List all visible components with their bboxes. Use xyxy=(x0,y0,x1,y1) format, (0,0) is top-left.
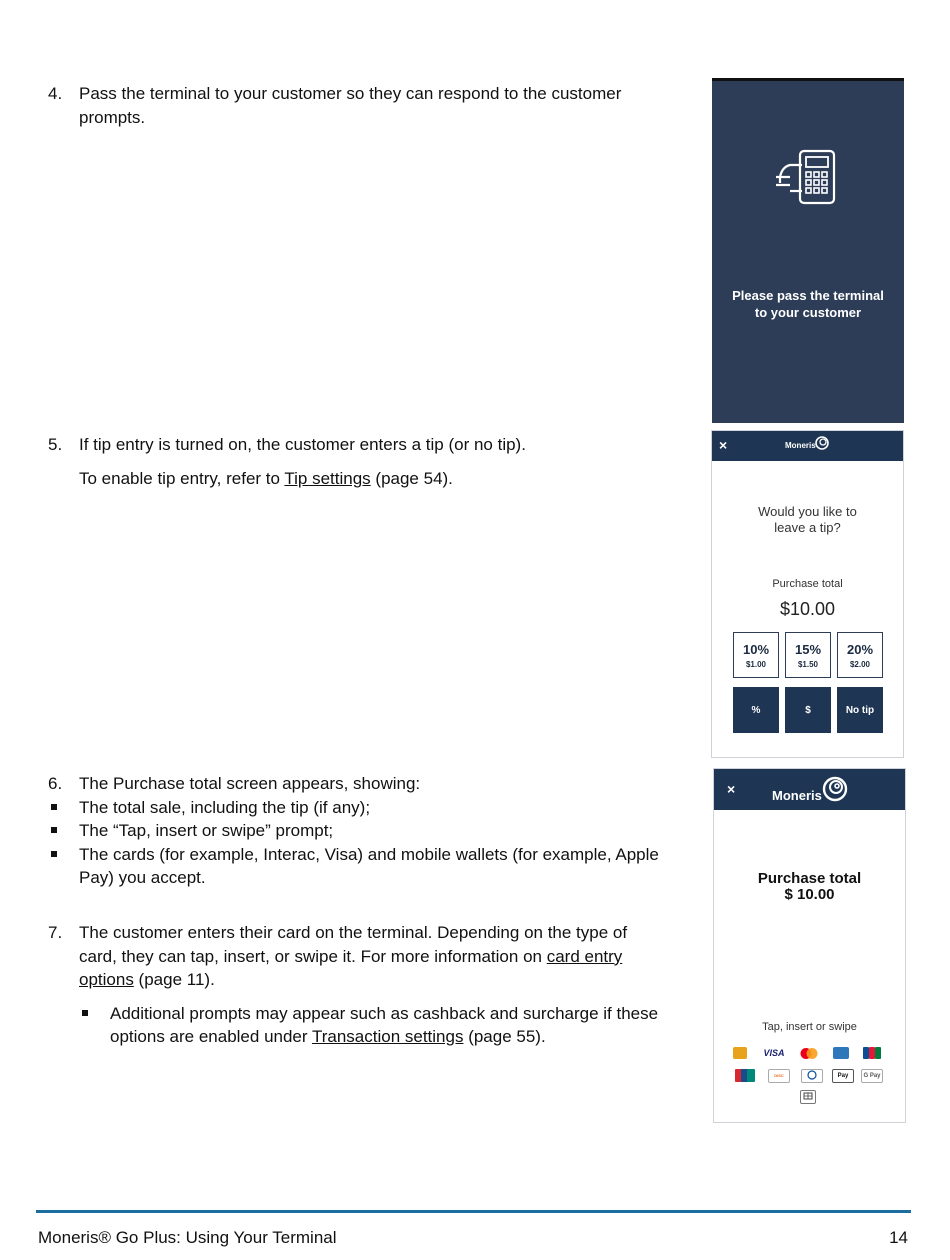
tip-percent: 20% xyxy=(846,642,874,657)
mastercard-icon xyxy=(798,1047,818,1059)
no-tip-button[interactable]: No tip xyxy=(837,687,883,733)
step-number: 4. xyxy=(48,84,63,103)
tip-option-15[interactable] xyxy=(785,632,831,678)
bullet-item: The “Tap, insert or swipe” prompt; xyxy=(48,819,668,843)
page-number: 14 xyxy=(889,1228,908,1247)
moneris-logo-text: Moneris xyxy=(772,788,822,803)
moneris-logo-text: Moneris xyxy=(785,441,816,450)
tip-amount: $2.00 xyxy=(849,660,871,669)
question-line: Would you like to xyxy=(758,504,857,519)
step-note xyxy=(79,467,668,491)
bullet-text-end: (page 55). xyxy=(463,1027,546,1046)
tip-option-20[interactable] xyxy=(837,632,883,678)
step-text-start: The customer enters their card on the terminal. Depending on the type of card, they can tap, insert, or swipe it. For more information on xyxy=(79,923,628,966)
tip-option-10[interactable] xyxy=(733,632,779,678)
message-line: to your customer xyxy=(754,305,862,320)
jcb-icon xyxy=(863,1047,881,1059)
purchase-total-value: $10.00 xyxy=(779,599,836,619)
moneris-swirl-icon xyxy=(821,775,849,808)
step-number: 6. xyxy=(48,774,63,793)
bullet-item xyxy=(79,1002,668,1049)
step-number: 5. xyxy=(48,435,63,454)
custom-percent-button[interactable]: % xyxy=(733,687,779,733)
purchase-total-label: Purchase total xyxy=(772,578,843,590)
moneris-swirl-icon xyxy=(814,435,830,456)
footer-rule xyxy=(36,1210,911,1213)
tip-settings-link[interactable]: Tip settings xyxy=(284,468,371,488)
purchase-total-title: Purchase total xyxy=(757,870,862,887)
tip-amount: $1.00 xyxy=(745,660,767,669)
transaction-settings-link[interactable]: Transaction settings xyxy=(311,1027,464,1046)
tip-screen-header xyxy=(712,431,903,461)
tip-screen xyxy=(711,430,904,758)
bullet-list xyxy=(79,1002,668,1049)
pass-terminal-message xyxy=(722,287,894,321)
hand-terminal-icon xyxy=(772,143,842,212)
bullet-item: The total sale, including the tip (if any); xyxy=(48,796,668,820)
card-entry-options-link[interactable]: card entry options xyxy=(79,946,623,989)
close-icon[interactable]: × xyxy=(719,437,728,453)
unionpay-icon xyxy=(735,1069,755,1081)
bullet-text: Additional prompts may appear such as cashback and surcharge if these options are enabled under xyxy=(110,1003,659,1046)
step-text xyxy=(79,921,668,992)
step-text: If tip entry is turned on, the customer enters a tip (or no tip). xyxy=(79,435,526,454)
purchase-screen-header xyxy=(714,769,905,810)
close-icon[interactable]: × xyxy=(727,781,736,797)
discover-icon: DISC xyxy=(768,1069,790,1083)
tap-insert-swipe-prompt: Tap, insert or swipe xyxy=(762,1021,857,1033)
purchase-total-amount: $ 10.00 xyxy=(784,886,835,903)
interac-icon xyxy=(733,1047,747,1059)
question-line: leave a tip? xyxy=(774,520,841,535)
step-number: 7. xyxy=(48,923,63,942)
chip-card-icon xyxy=(800,1090,816,1104)
pass-terminal-screen xyxy=(712,78,904,423)
tip-amount: $1.50 xyxy=(797,660,819,669)
step-5 xyxy=(48,433,668,490)
tip-percent: 15% xyxy=(794,642,822,657)
footer-title: Moneris® Go Plus: Using Your Terminal xyxy=(38,1228,337,1247)
step-6 xyxy=(48,772,668,890)
step-4 xyxy=(48,82,668,129)
amex-icon xyxy=(833,1047,849,1059)
bullet-item: The cards (for example, Interac, Visa) and mobile wallets (for example, Apple Pay) you accept. xyxy=(48,843,668,890)
purchase-total xyxy=(714,871,905,903)
step-text-end: (page 11). xyxy=(133,970,215,989)
purchase-total-screen xyxy=(713,768,906,1123)
tip-percent: 10% xyxy=(742,642,770,657)
tip-question xyxy=(712,504,903,536)
step-text: Pass the terminal to your customer so they can respond to the customer prompts. xyxy=(79,84,622,127)
custom-amount-button[interactable]: $ xyxy=(785,687,831,733)
bullet-list xyxy=(48,796,668,890)
note-text-end: (page 54). xyxy=(370,468,453,488)
google-pay-icon: G Pay xyxy=(861,1069,883,1083)
step-text: The Purchase total screen appears, showing: xyxy=(79,774,421,793)
message-line: Please pass the terminal xyxy=(732,288,884,303)
diners-club-icon xyxy=(801,1069,823,1083)
step-7 xyxy=(48,921,668,1049)
note-text: To enable tip entry, refer to xyxy=(79,468,285,488)
visa-icon: VISA xyxy=(763,1048,785,1058)
apple-pay-icon: Pay xyxy=(832,1069,854,1083)
